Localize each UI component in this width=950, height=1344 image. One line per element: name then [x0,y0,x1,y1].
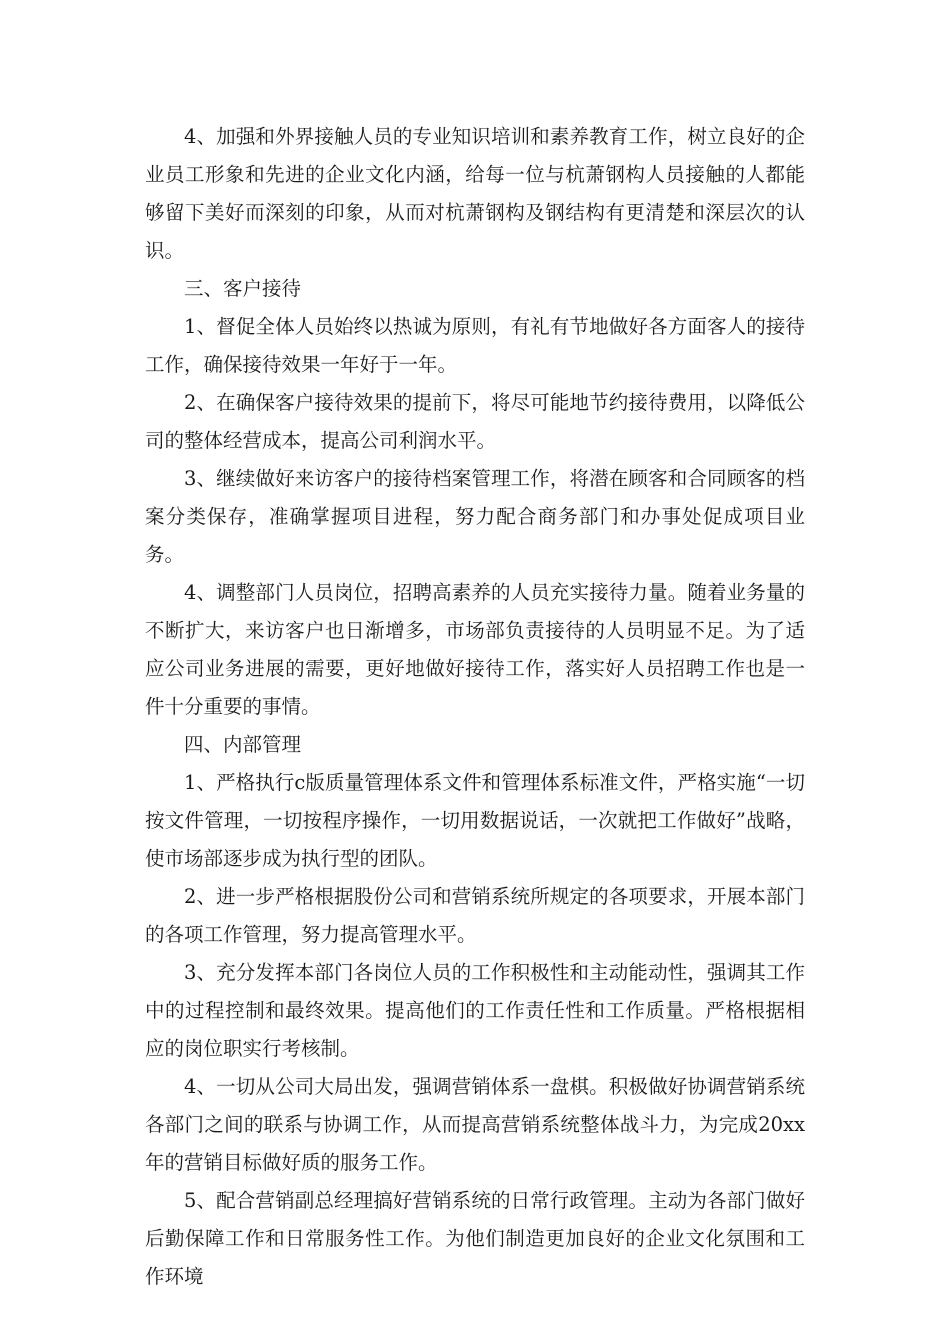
document-body [145,118,805,1296]
paragraph-reception-4: 4、调整部门人员岗位，招聘高素养的人员充实接待力量。随着业务量的不断扩大，来访客户也日渐增多，市场部负责接待的人员明显不足。为了适应公司业务进展的需要，更好地做好接待工作，落实好人员招聘工作也是一件十分重要的事情。 [145,581,805,718]
paragraph-management-4: 4、一切从公司大局出发，强调营销体系一盘棋。积极做好协调营销系统各部门之间的联系与协调工作，从而提高营销系统整体战斗力，为完成20xx年的营销目标做好质的服务工作。 [145,1075,805,1174]
paragraph-reception-1: 1、督促全体人员始终以热诚为原则，有礼有节地做好各方面客人的接待工作，确保接待效果一年好于一年。 [145,315,805,376]
section-heading-reception: 三、客户接待 [184,277,302,300]
paragraph-reception-3: 3、继续做好来访客户的接待档案管理工作，将潜在顾客和合同顾客的档案分类保存，准确掌握项目进程，努力配合商务部门和办事处促成项目业务。 [145,467,805,566]
paragraph-management-3: 3、充分发挥本部门各岗位人员的工作积极性和主动能动性，强调其工作中的过程控制和最终效果。提高他们的工作责任性和工作质量。严格根据相应的岗位职实行考核制。 [145,961,805,1060]
paragraph-management-5: 5、配合营销副总经理搞好营销系统的日常行政管理。主动为各部门做好后勤保障工作和日常服务性工作。为他们制造更加良好的企业文化氛围和工作环境 [145,1189,805,1288]
paragraph-management-2: 2、进一步严格根据股份公司和营销系统所规定的各项要求，开展本部门的各项工作管理，努力提高管理水平。 [145,885,805,946]
section-heading-internal-management: 四、内部管理 [184,733,302,756]
paragraph-reception-2: 2、在确保客户接待效果的提前下，将尽可能地节约接待费用，以降低公司的整体经营成本，提高公司利润水平。 [145,391,805,452]
paragraph-training: 4、加强和外界接触人员的专业知识培训和素养教育工作，树立良好的企业员工形象和先进的企业文化内涵，给每一位与杭萧钢构人员接触的人都能够留下美好而深刻的印象，从而对杭萧钢构及钢结构有更清楚和深层次的认识。 [145,125,805,262]
paragraph-management-1: 1、严格执行c版质量管理体系文件和管理体系标准文件，严格实施“一切按文件管理，一切按程序操作，一切用数据说话，一次就把工作做好”战略，使市场部逐步成为执行型的团队。 [145,771,805,870]
